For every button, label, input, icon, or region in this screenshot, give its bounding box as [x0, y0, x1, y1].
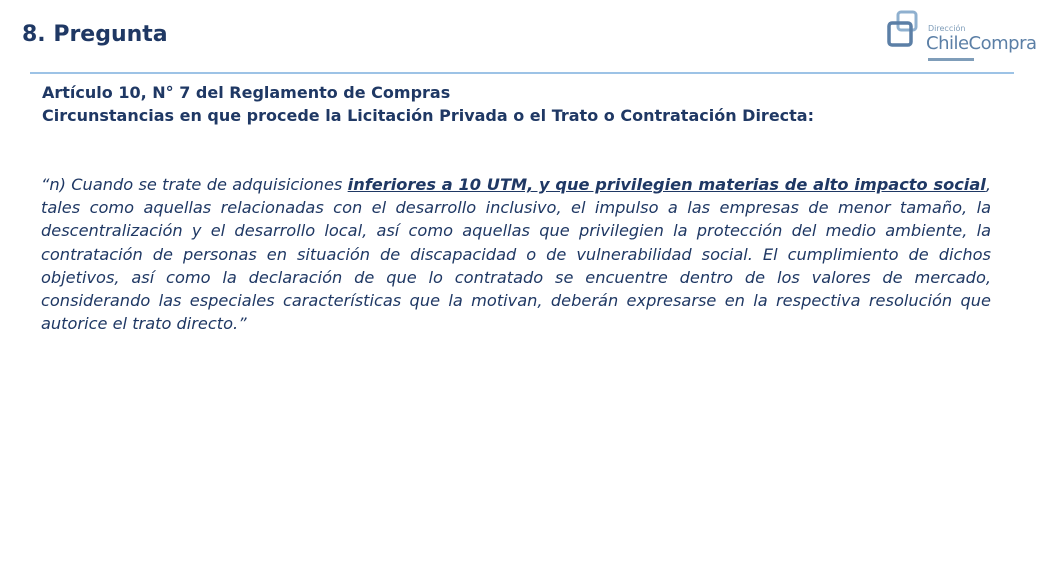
regulation-quote: [41, 173, 991, 335]
logo-big-text: ChileCompra: [926, 33, 1037, 54]
chilecompra-logo: [886, 8, 1037, 64]
title-divider: [30, 72, 1014, 74]
quote-intro: “n) Cuando se trate de adquisiciones: [41, 175, 348, 194]
logo-small-text: Dirección: [928, 24, 966, 33]
slide-title: 8. Pregunta: [22, 22, 168, 47]
article-reference: Artículo 10, N° 7 del Reglamento de Compras: [42, 83, 451, 102]
quote-rest: , tales como aquellas relacionadas con el desarrollo inclusivo, el impulso a las empresas de menor tamaño, la descentralización y el desarrollo local, así como aquellas que privilegien la protección del medio ambiente, la contratación de personas en situación de discapacidad o de vulnerabilidad social. El cumplimiento de dichos objetivos, así como la declaración de que lo contratado se encuentre dentro de los valores de mercado, considerando las especiales características que la motivan, deberán expresarse en la respectiva resolución que autorice el trato directo.”: [41, 175, 991, 334]
logo-underline: [928, 58, 974, 61]
quote-emphasis: inferiores a 10 UTM, y que privilegien materias de alto impacto social: [347, 175, 986, 194]
chilecompra-logo-mark-icon: [886, 10, 922, 50]
article-heading: [42, 81, 1002, 127]
article-subtitle: Circunstancias en que procede la Licitación Privada o el Trato o Contratación Directa:: [42, 106, 814, 125]
